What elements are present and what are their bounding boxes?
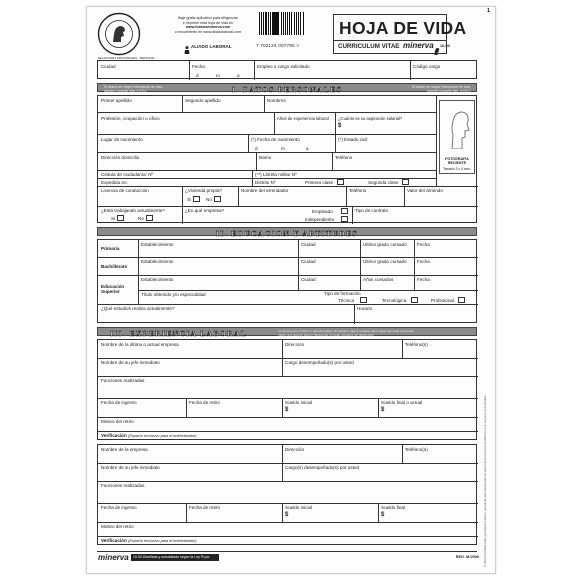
neighborhood-label: Barrio — [259, 155, 272, 160]
birthplace-label: Lugar de nacimiento — [101, 137, 143, 142]
side-copyright: © 2012 Prohibida toda reproducción total o parcial de este documento sin autorización expresa de Minerva S.A. Impreso en Colombia — [483, 395, 487, 567]
end-date-label: Fecha de retiro — [189, 400, 220, 405]
code-label: Código cargo — [413, 64, 441, 69]
company-label: Nombre de la última o actual empresa — [101, 342, 179, 347]
date-label: Fecha — [417, 259, 430, 264]
last-grade-label: Ultimo grado cursado — [363, 242, 407, 247]
final-salary-label: Sueldo final — [381, 505, 406, 510]
notice-link[interactable]: www.formasminerva.com — [185, 25, 231, 30]
date-d-label: d — [196, 73, 199, 78]
experience-block — [97, 339, 477, 440]
section-note: Si desea ver mayor información de esta sección consulte pág. 4 CV-1 — [104, 85, 163, 93]
employee-label: Empleado — [312, 209, 333, 214]
verification-label: Verificación (Espacio exclusivo para el entrevistador) — [101, 538, 197, 543]
dollar-sign: $ — [285, 407, 289, 413]
initial-salary-label: Sueldo inicial — [285, 505, 313, 510]
brand-name: minerva — [403, 41, 434, 50]
second-class-checkbox[interactable] — [402, 179, 409, 185]
tecnologica-checkbox[interactable] — [411, 297, 418, 303]
last-grade-label: Ultimo grado cursado — [363, 259, 407, 264]
dollar-sign: $ — [338, 123, 342, 129]
birthdate-label: (*) Fecha de nacimiento — [251, 137, 300, 142]
working-si-checkbox[interactable] — [117, 215, 124, 221]
second-surname-label: Segundo apellido — [185, 98, 221, 103]
section-note: Si desea ver mayor información de esta sección consulte pág. 4 CV-1 — [411, 85, 470, 93]
start-date-label: Fecha de ingreso — [101, 400, 137, 405]
phone-label: Teléfono — [335, 155, 353, 160]
date-label: Fecha — [417, 277, 430, 282]
reason-label: Motivo del retiro — [101, 419, 134, 424]
bachillerato-label: Bachillerato — [101, 264, 128, 269]
degree-label: Título obtenido y/o especialidad — [141, 292, 206, 297]
seal-text: RELACIONES INDUSTRIALES · PERSONAL — [98, 56, 155, 60]
notice-line: Baje gratis aplicativo para diligenciar — [178, 16, 238, 20]
barcode-bar — [268, 12, 269, 35]
footer-brand: minerva — [98, 553, 129, 562]
dollar-sign: $ — [285, 512, 289, 518]
reason-label: Motivo del retiro — [101, 524, 134, 529]
independent-checkbox[interactable] — [341, 216, 348, 222]
marital-status-label: (*) Estado civil — [338, 137, 368, 142]
rent-value-label: Valor del arriendo — [407, 188, 443, 193]
request-row — [97, 60, 477, 79]
rent-phone-label: Teléfono — [349, 188, 367, 193]
photo-placeholder-icon — [445, 109, 471, 149]
profesional-checkbox[interactable] — [458, 297, 465, 303]
photo-size: Tamaño 3 x 4 cms. — [443, 167, 471, 171]
city-label: Ciudad — [101, 64, 116, 69]
second-class-label: Segunda clase — [368, 180, 399, 185]
section-title: I. DATOS PERSONALES — [231, 85, 343, 94]
phone-label: Teléfono(s) — [405, 447, 428, 452]
title-box — [333, 14, 467, 54]
barcode-number: 7 702124 007790 > — [256, 43, 300, 48]
section-title: II. EDUCACION Y APTITUDES — [216, 229, 358, 238]
barcode — [256, 12, 319, 48]
section-note: Comience por el último o actual empleo. Si requiere mayor espacio para relacionar otras empresas, utilice una hoja en blanco (Recuerde no dejar espacios sin diligenciar) — [278, 329, 415, 337]
birthdate-m: m — [281, 146, 285, 151]
salary-aspiration-label: ¿Cuánto es su aspiración salarial? — [338, 116, 403, 121]
barcode-bar — [273, 12, 275, 35]
aliado-label: ALIADO LABORAL — [191, 44, 232, 49]
date-label: Fecha — [192, 64, 205, 69]
dollar-sign: $ — [381, 407, 385, 413]
address-label: Dirección — [285, 447, 305, 452]
first-surname-label: Primer apellido — [101, 98, 132, 103]
tecnica-label: Técnica — [338, 298, 355, 303]
position-label: Cargo desempeñado(s) por usted — [285, 360, 354, 365]
own-house-no-checkbox[interactable] — [214, 196, 221, 202]
footer-tagline: 10-00 Diseñado y actualizado según la Ley ® por — [133, 555, 210, 559]
contract-type-label: Tipo de contrato — [355, 208, 389, 213]
license-label: Licencia de conducción — [101, 188, 149, 193]
section-personal-header — [97, 83, 477, 92]
footer-ref: REG. M-0000 — [455, 555, 479, 559]
education-grid — [97, 239, 477, 323]
date-m-label: m — [216, 73, 220, 78]
working-si-label: Si — [111, 216, 116, 221]
first-class-checkbox[interactable] — [337, 179, 344, 185]
own-house-label: ¿Vivienda propia? — [185, 188, 222, 193]
seal-logo — [97, 12, 141, 56]
years-experience-label: Años de experiencia laboral — [277, 116, 329, 121]
establishment-label: Establecimiento — [141, 259, 174, 264]
form-title: HOJA DE VIDA — [339, 18, 467, 38]
boss-label: Nombre de su jefe inmediato — [101, 465, 160, 470]
own-house-si-checkbox[interactable] — [193, 196, 200, 202]
birthdate-d: d — [255, 146, 258, 151]
download-notice — [166, 16, 250, 34]
initial-salary-label: Sueldo inicial — [285, 400, 313, 405]
barcode-bar — [278, 12, 279, 35]
superior-label: Educación Superior — [101, 284, 125, 295]
own-house-si-label: Si — [187, 197, 192, 202]
independent-label: Independiente — [305, 217, 335, 222]
functions-label: Funciones realizadas — [101, 378, 145, 383]
which-company-label: ¿En qué empresa? — [185, 208, 225, 213]
dollar-sign: $ — [381, 512, 385, 518]
city-label: Ciudad — [301, 277, 316, 282]
tecnica-checkbox[interactable] — [360, 297, 367, 303]
barcode-bar — [265, 12, 267, 35]
company-label: Nombre de la empresa — [101, 447, 148, 452]
barcode-bar — [261, 12, 262, 35]
phone-label: Teléfono(s) — [405, 342, 428, 347]
photo-frame — [439, 100, 475, 174]
form-code: 10-00 — [440, 44, 450, 48]
employee-checkbox[interactable] — [341, 208, 348, 214]
date-a-label: a — [237, 73, 240, 78]
section-title: III. EXPERIENCIA LABORAL — [110, 329, 248, 338]
working-no-checkbox[interactable] — [146, 215, 153, 221]
profession-label: Profesión, ocupación u oficio — [101, 116, 160, 121]
verification-label: Verificación (Espacio exclusivo para el entrevistador) — [101, 433, 197, 438]
experience-block — [97, 444, 477, 545]
id-card-label: Cédula de ciudadanía: Nº — [101, 172, 154, 177]
primaria-label: Primaria — [101, 246, 120, 251]
current-studies-label: ¿Qué estudios realiza actualmente? — [101, 306, 175, 311]
page-number: 1 — [486, 8, 490, 14]
city-label: Ciudad — [301, 259, 316, 264]
city-label: Ciudad — [301, 242, 316, 247]
birthdate-a: a — [306, 146, 309, 151]
end-date-label: Fecha de retiro — [189, 505, 220, 510]
notice-line: o encuéntrelo en www.aliadolaboral.com — [174, 29, 242, 34]
footer-tagline-bar — [131, 554, 219, 561]
section-education-header — [97, 227, 477, 236]
address-label: Dirección — [285, 342, 305, 347]
first-class-label: Primera clase — [305, 180, 334, 185]
names-label: Nombres — [267, 98, 286, 103]
barcode-bar — [303, 12, 304, 35]
functions-label: Funciones realizadas — [101, 483, 145, 488]
own-house-no-label: No — [206, 197, 212, 202]
barcode-bar — [291, 12, 292, 35]
profesional-label: Profesional — [431, 298, 454, 303]
years-label: Años cursados — [363, 277, 394, 282]
notice-line: e imprimir esta hoja de vida en — [182, 20, 234, 25]
barcode-bar — [300, 12, 301, 35]
schedule-label: Horario — [357, 306, 373, 311]
final-salary-label: Sueldo final o actual — [381, 400, 423, 405]
start-date-label: Fecha de ingreso — [101, 505, 137, 510]
working-now-label: ¿Está trabajando actualmente? — [101, 208, 165, 213]
barcode-bar — [281, 12, 282, 35]
barcode-bar — [287, 12, 288, 35]
landlord-label: Nombre del arrendador — [241, 188, 289, 193]
date-label: Fecha — [417, 242, 430, 247]
issued-label: Expedida en: — [101, 180, 128, 185]
personal-data-grid — [97, 95, 477, 223]
form-subtitle: CURRICULUM VITAE — [338, 43, 400, 50]
address-label: Dirección domicilio — [101, 155, 140, 160]
working-no-label: No — [138, 216, 144, 221]
resume-form-sheet — [86, 6, 496, 574]
photo-title: FOTOGRAFIA RECIENTE — [445, 157, 469, 165]
military-card-label: (**) Libreta militar Nº — [255, 172, 297, 177]
aliado-icon — [184, 41, 190, 49]
position-label: Cargo(s) desempeñado(s) por usted — [285, 465, 360, 470]
training-type-label: Tipo de formación — [324, 291, 361, 296]
section-experience-header — [97, 327, 477, 336]
tecnologica-label: Tecnológica — [382, 298, 407, 303]
job-label: Empleo o cargo solicitado — [257, 64, 310, 69]
district-label: Distrito Nº — [255, 180, 276, 185]
establishment-label: Establecimiento — [141, 242, 174, 247]
establishment-label: Establecimiento — [141, 277, 174, 282]
boss-label: Nombre de su jefe inmediato — [101, 360, 160, 365]
